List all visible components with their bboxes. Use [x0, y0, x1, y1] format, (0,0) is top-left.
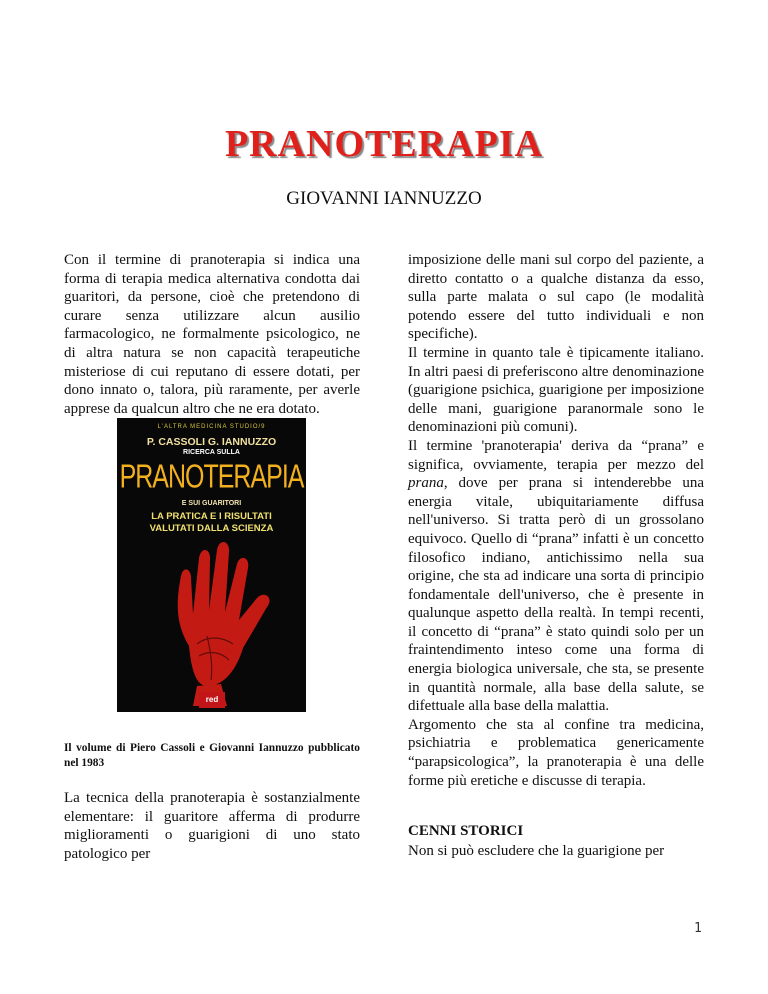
cover-series: L'ALTRA MEDICINA STUDIO/9 — [157, 424, 266, 430]
cover-ricerca: RICERCA SULLA — [183, 449, 240, 456]
figure-caption: Il volume di Piero Cassoli e Giovanni Iannuzzo pubblicato nel 1983 — [64, 742, 360, 769]
right-paragraph-4: Argomento che sta al confine tra medicina, psichiatria e problematica genericamente “parapsicologica”, la pranoterapia è una delle forme più eretiche e discusse di terapia. — [408, 716, 704, 789]
right-paragraph-3 — [408, 437, 704, 716]
right-paragraph-1: imposizione delle mani sul corpo del paziente, a diretto contatto o a qualche distanza da esso, sulla parte malata o sul capo (le modalità potendo essere del tutto individuali e non specifiche). — [408, 252, 704, 343]
section-heading: CENNI STORICI — [408, 823, 524, 839]
right-column — [408, 251, 704, 790]
document-author: GIOVANNI IANNUZZO — [286, 188, 482, 209]
right-paragraph-2: Il termine in quanto tale è tipicamente italiano. In altri paesi di preferiscono altre denominazione (guarigione psichica, guarigione per imposizione delle mani, guarigione paranormale sono le denominazioni più comuni). — [408, 344, 704, 436]
section-text: Non si può escludere che la guarigione per — [408, 843, 665, 859]
cover-publisher-logo: red — [199, 692, 225, 708]
book-cover-image — [117, 418, 306, 712]
document-title: PRANOTERAPIA — [224, 123, 544, 165]
technique-paragraph: La tecnica della pranoterapia è sostanzialmente elementare: il guaritore afferma di produrre miglioramenti o guarigioni di uno stato patologico per — [64, 790, 360, 862]
p3-before: Il termine 'pranoterapia' deriva da “prana” e significa, ovviamente, terapia per mezzo del — [408, 437, 704, 473]
intro-paragraph: Con il termine di pranoterapia si indica una forma di terapia medica alternativa condotta dai guaritori, da persone, cioè che pretendono di curare senza utilizzare alcun ausilio farmacologico, ne formalmente psicologico, ne di altra natura se non capacità terapeutiche misteriose di cui reputano di essere dotati, per dono innato o, talora, più raramente, per averle apprese da qualcun altro che ne era dotato. — [64, 252, 360, 417]
p3-italic-prana: prana — [408, 475, 444, 492]
cover-tagline-2: VALUTATI DALLA SCIENZA — [149, 523, 274, 534]
cover-tagline-1: LA PRATICA E I RISULTATI — [151, 511, 272, 522]
left-column — [64, 251, 360, 418]
page-number: 1 — [694, 921, 702, 936]
cover-authors: P. CASSOLI G. IANNUZZO — [146, 436, 277, 448]
cover-subtitle: E SUI GUARITORI — [181, 500, 242, 507]
p3-after: , dove per prana si intenderebbe una energia vitale, ubiquitariamente diffusa nell'universo. Si tratta però di un grossolano equivoco. Quello di “prana” infatti è un concetto filosofico indiano, antichissimo nella sua origine, che sta ad indicare una sorta di principio fondamentale dell'universo, che è presente in qualunque aspetto della realtà. In tempi recenti, il concetto di “prana” è stato quindi solo per un fraintendimento inteso come una forma di energia biologica universale, che sta, se presente in quantità normale, alla base della salute, se difettuale alla base della malattia. — [408, 475, 704, 715]
cover-title: PRANOTERAPIA — [119, 458, 304, 496]
red-hand-icon — [147, 536, 287, 706]
